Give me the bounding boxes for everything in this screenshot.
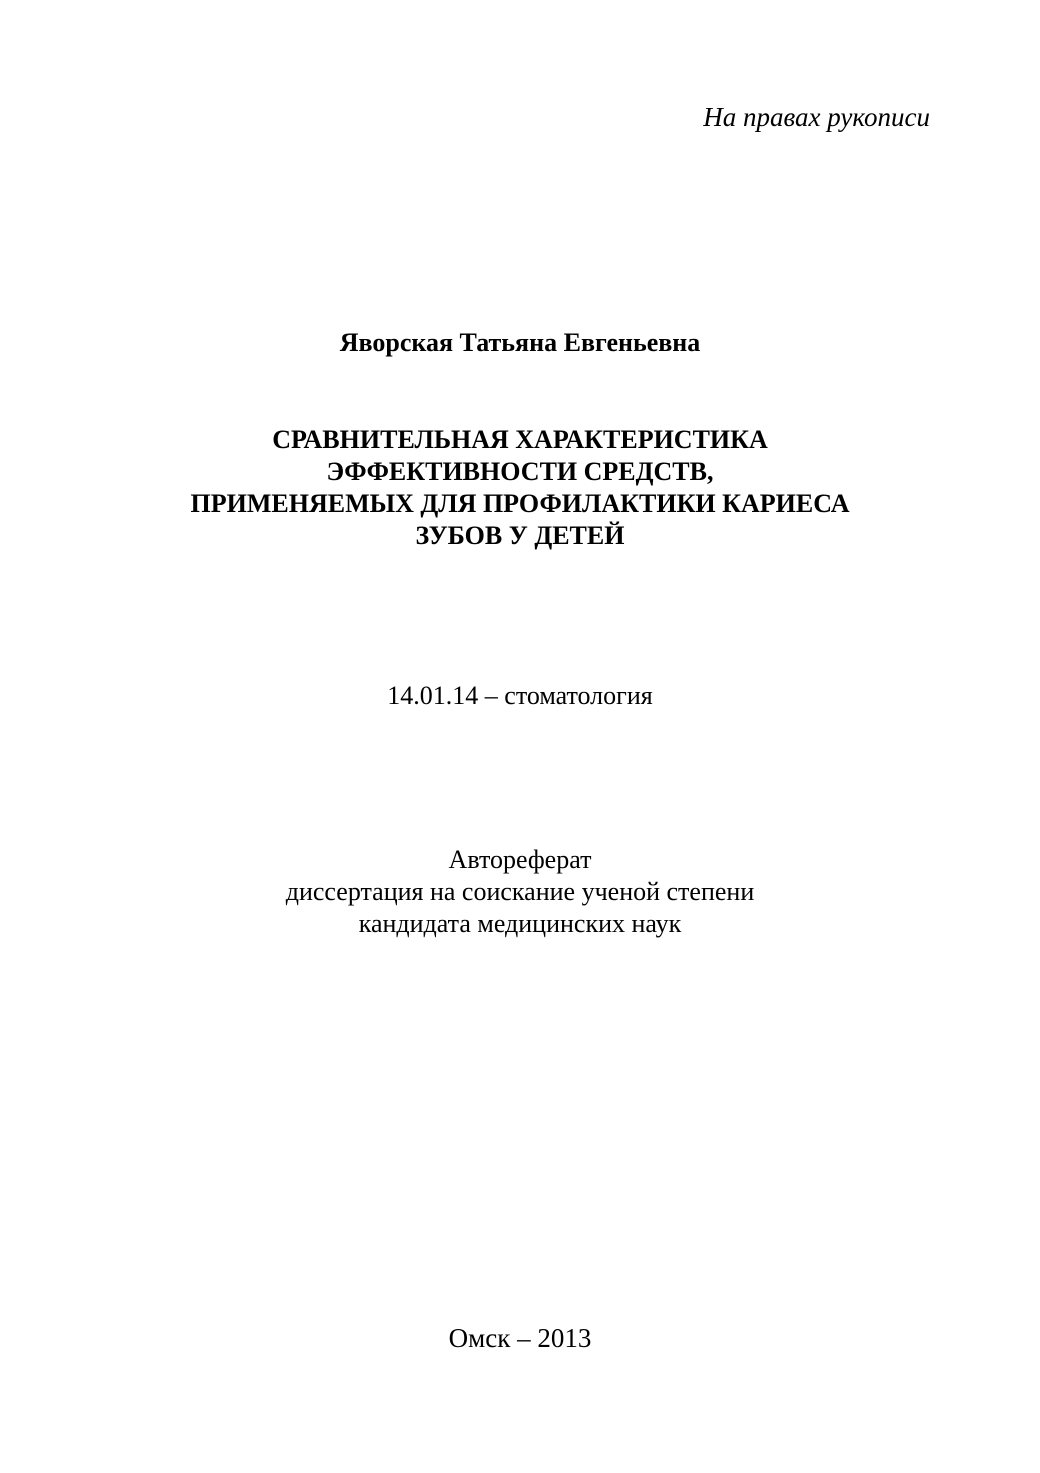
degree-line: Автореферат [448, 845, 592, 874]
specialty-code: 14.01.14 – стоматология [387, 681, 653, 710]
title-line: ЗУБОВ У ДЕТЕЙ [415, 521, 625, 550]
title-line: СРАВНИТЕЛЬНАЯ ХАРАКТЕРИСТИКА [272, 425, 768, 454]
title-line: ПРИМЕНЯЕМЫХ ДЛЯ ПРОФИЛАКТИКИ КАРИЕСА [190, 489, 850, 518]
manuscript-note: На правах рукописи [703, 102, 930, 132]
author-name: Яворская Татьяна Евгеньевна [339, 328, 701, 357]
degree-line: диссертация на соискание ученой степени [285, 877, 755, 906]
degree-description [0, 844, 1040, 940]
document-title [0, 424, 1040, 552]
place-and-year: Омск – 2013 [448, 1323, 592, 1353]
title-line: ЭФФЕКТИВНОСТИ СРЕДСТВ, [326, 457, 714, 486]
degree-line: кандидата медицинских наук [358, 909, 682, 938]
